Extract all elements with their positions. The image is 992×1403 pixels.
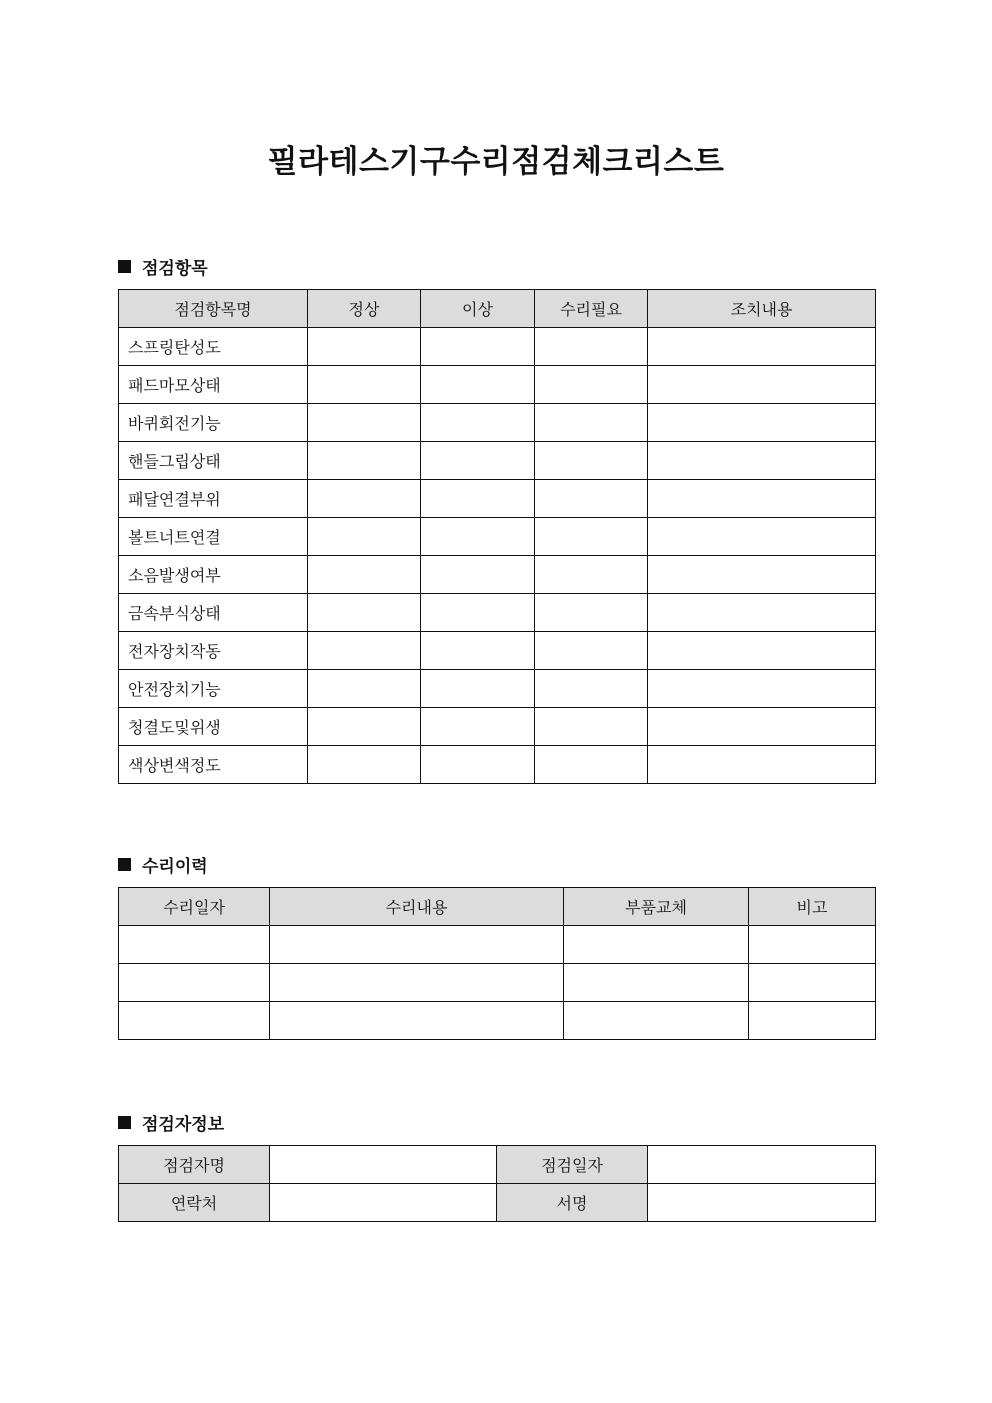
- abnormal-check-cell[interactable]: [421, 632, 535, 670]
- repair-needed-check-cell[interactable]: [535, 670, 648, 708]
- action-taken-cell[interactable]: [648, 708, 876, 746]
- abnormal-check-cell[interactable]: [421, 670, 535, 708]
- inspection-item-name: 금속부식상태: [119, 594, 308, 632]
- inspection-item-name: 안전장치기능: [119, 670, 308, 708]
- table-row: [119, 442, 876, 480]
- action-taken-cell[interactable]: [648, 480, 876, 518]
- action-taken-cell[interactable]: [648, 632, 876, 670]
- abnormal-check-cell[interactable]: [421, 746, 535, 784]
- repair-date-cell[interactable]: [119, 1002, 270, 1040]
- document-title: 필라테스기구수리점검체크리스트: [267, 144, 725, 180]
- parts-replaced-cell[interactable]: [564, 964, 749, 1002]
- action-taken-cell[interactable]: [648, 670, 876, 708]
- repair-content-cell[interactable]: [270, 964, 564, 1002]
- normal-check-cell[interactable]: [308, 366, 421, 404]
- repair-needed-check-cell[interactable]: [535, 518, 648, 556]
- repair-needed-check-cell[interactable]: [535, 632, 648, 670]
- table-row: [119, 746, 876, 784]
- action-taken-cell[interactable]: [648, 746, 876, 784]
- repair-needed-check-cell[interactable]: [535, 708, 648, 746]
- signature-field[interactable]: [648, 1184, 876, 1222]
- abnormal-check-cell[interactable]: [421, 518, 535, 556]
- abnormal-check-cell[interactable]: [421, 404, 535, 442]
- inspector-name-field[interactable]: [270, 1146, 497, 1184]
- inspection-table: [118, 289, 876, 784]
- table-header-row: [119, 290, 876, 328]
- parts-replaced-cell[interactable]: [564, 926, 749, 964]
- table-row: [119, 632, 876, 670]
- repair-needed-check-cell[interactable]: [535, 746, 648, 784]
- inspection-item-name: 핸들그립상태: [119, 442, 308, 480]
- normal-check-cell[interactable]: [308, 404, 421, 442]
- repair-date-cell[interactable]: [119, 964, 270, 1002]
- table-row: [119, 366, 876, 404]
- repair-date-cell[interactable]: [119, 926, 270, 964]
- abnormal-check-cell[interactable]: [421, 594, 535, 632]
- table-row: [119, 964, 876, 1002]
- abnormal-check-cell[interactable]: [421, 328, 535, 366]
- remarks-cell[interactable]: [749, 1002, 876, 1040]
- column-header: 이상: [421, 290, 535, 328]
- field-label: 점검자명: [119, 1146, 270, 1184]
- field-label: 서명: [497, 1184, 648, 1222]
- normal-check-cell[interactable]: [308, 594, 421, 632]
- inspection-item-name: 바퀴회전기능: [119, 404, 308, 442]
- repair-needed-check-cell[interactable]: [535, 442, 648, 480]
- inspection-date-field[interactable]: [648, 1146, 876, 1184]
- abnormal-check-cell[interactable]: [421, 708, 535, 746]
- table-row: [119, 1146, 876, 1184]
- action-taken-cell[interactable]: [648, 442, 876, 480]
- table-row: [119, 518, 876, 556]
- inspector-info-table: [118, 1145, 876, 1222]
- repair-content-cell[interactable]: [270, 926, 564, 964]
- normal-check-cell[interactable]: [308, 746, 421, 784]
- field-label: 연락처: [119, 1184, 270, 1222]
- table-row: [119, 404, 876, 442]
- repair-needed-check-cell[interactable]: [535, 404, 648, 442]
- repair-history-table: [118, 887, 876, 1040]
- inspection-item-name: 소음발생여부: [119, 556, 308, 594]
- normal-check-cell[interactable]: [308, 518, 421, 556]
- inspection-item-name: 스프링탄성도: [119, 328, 308, 366]
- abnormal-check-cell[interactable]: [421, 442, 535, 480]
- inspection-item-name: 전자장치작동: [119, 632, 308, 670]
- section-heading-inspection: 점검항목: [118, 254, 208, 279]
- normal-check-cell[interactable]: [308, 708, 421, 746]
- parts-replaced-cell[interactable]: [564, 1002, 749, 1040]
- square-bullet-icon: [118, 1116, 131, 1129]
- repair-needed-check-cell[interactable]: [535, 594, 648, 632]
- repair-content-cell[interactable]: [270, 1002, 564, 1040]
- square-bullet-icon: [118, 260, 131, 273]
- repair-needed-check-cell[interactable]: [535, 366, 648, 404]
- inspection-item-name: 패달연결부위: [119, 480, 308, 518]
- repair-needed-check-cell[interactable]: [535, 480, 648, 518]
- column-header: 정상: [308, 290, 421, 328]
- inspection-item-name: 패드마모상태: [119, 366, 308, 404]
- action-taken-cell[interactable]: [648, 556, 876, 594]
- table-row: [119, 480, 876, 518]
- action-taken-cell[interactable]: [648, 404, 876, 442]
- normal-check-cell[interactable]: [308, 442, 421, 480]
- action-taken-cell[interactable]: [648, 518, 876, 556]
- column-header: 수리일자: [119, 888, 270, 926]
- column-header: 수리필요: [535, 290, 648, 328]
- column-header: 비고: [749, 888, 876, 926]
- table-row: [119, 926, 876, 964]
- normal-check-cell[interactable]: [308, 480, 421, 518]
- normal-check-cell[interactable]: [308, 556, 421, 594]
- section-heading-repair-history: 수리이력: [118, 852, 208, 877]
- inspection-item-name: 색상변색정도: [119, 746, 308, 784]
- column-header: 부품교체: [564, 888, 749, 926]
- square-bullet-icon: [118, 858, 131, 871]
- abnormal-check-cell[interactable]: [421, 366, 535, 404]
- normal-check-cell[interactable]: [308, 632, 421, 670]
- table-row: [119, 1002, 876, 1040]
- remarks-cell[interactable]: [749, 964, 876, 1002]
- table-row: [119, 556, 876, 594]
- inspection-item-name: 청결도및위생: [119, 708, 308, 746]
- column-header: 수리내용: [270, 888, 564, 926]
- field-label: 점검일자: [497, 1146, 648, 1184]
- normal-check-cell[interactable]: [308, 670, 421, 708]
- remarks-cell[interactable]: [749, 926, 876, 964]
- table-header-row: [119, 888, 876, 926]
- section-heading-inspector-info: 점검자정보: [118, 1110, 224, 1135]
- table-row: [119, 594, 876, 632]
- table-row: [119, 1184, 876, 1222]
- inspection-item-name: 볼트너트연결: [119, 518, 308, 556]
- action-taken-cell[interactable]: [648, 328, 876, 366]
- action-taken-cell[interactable]: [648, 366, 876, 404]
- column-header: 점검항목명: [119, 290, 308, 328]
- table-row: [119, 328, 876, 366]
- repair-needed-check-cell[interactable]: [535, 328, 648, 366]
- abnormal-check-cell[interactable]: [421, 556, 535, 594]
- repair-needed-check-cell[interactable]: [535, 556, 648, 594]
- table-row: [119, 670, 876, 708]
- column-header: 조치내용: [648, 290, 876, 328]
- table-row: [119, 708, 876, 746]
- contact-field[interactable]: [270, 1184, 497, 1222]
- normal-check-cell[interactable]: [308, 328, 421, 366]
- action-taken-cell[interactable]: [648, 594, 876, 632]
- abnormal-check-cell[interactable]: [421, 480, 535, 518]
